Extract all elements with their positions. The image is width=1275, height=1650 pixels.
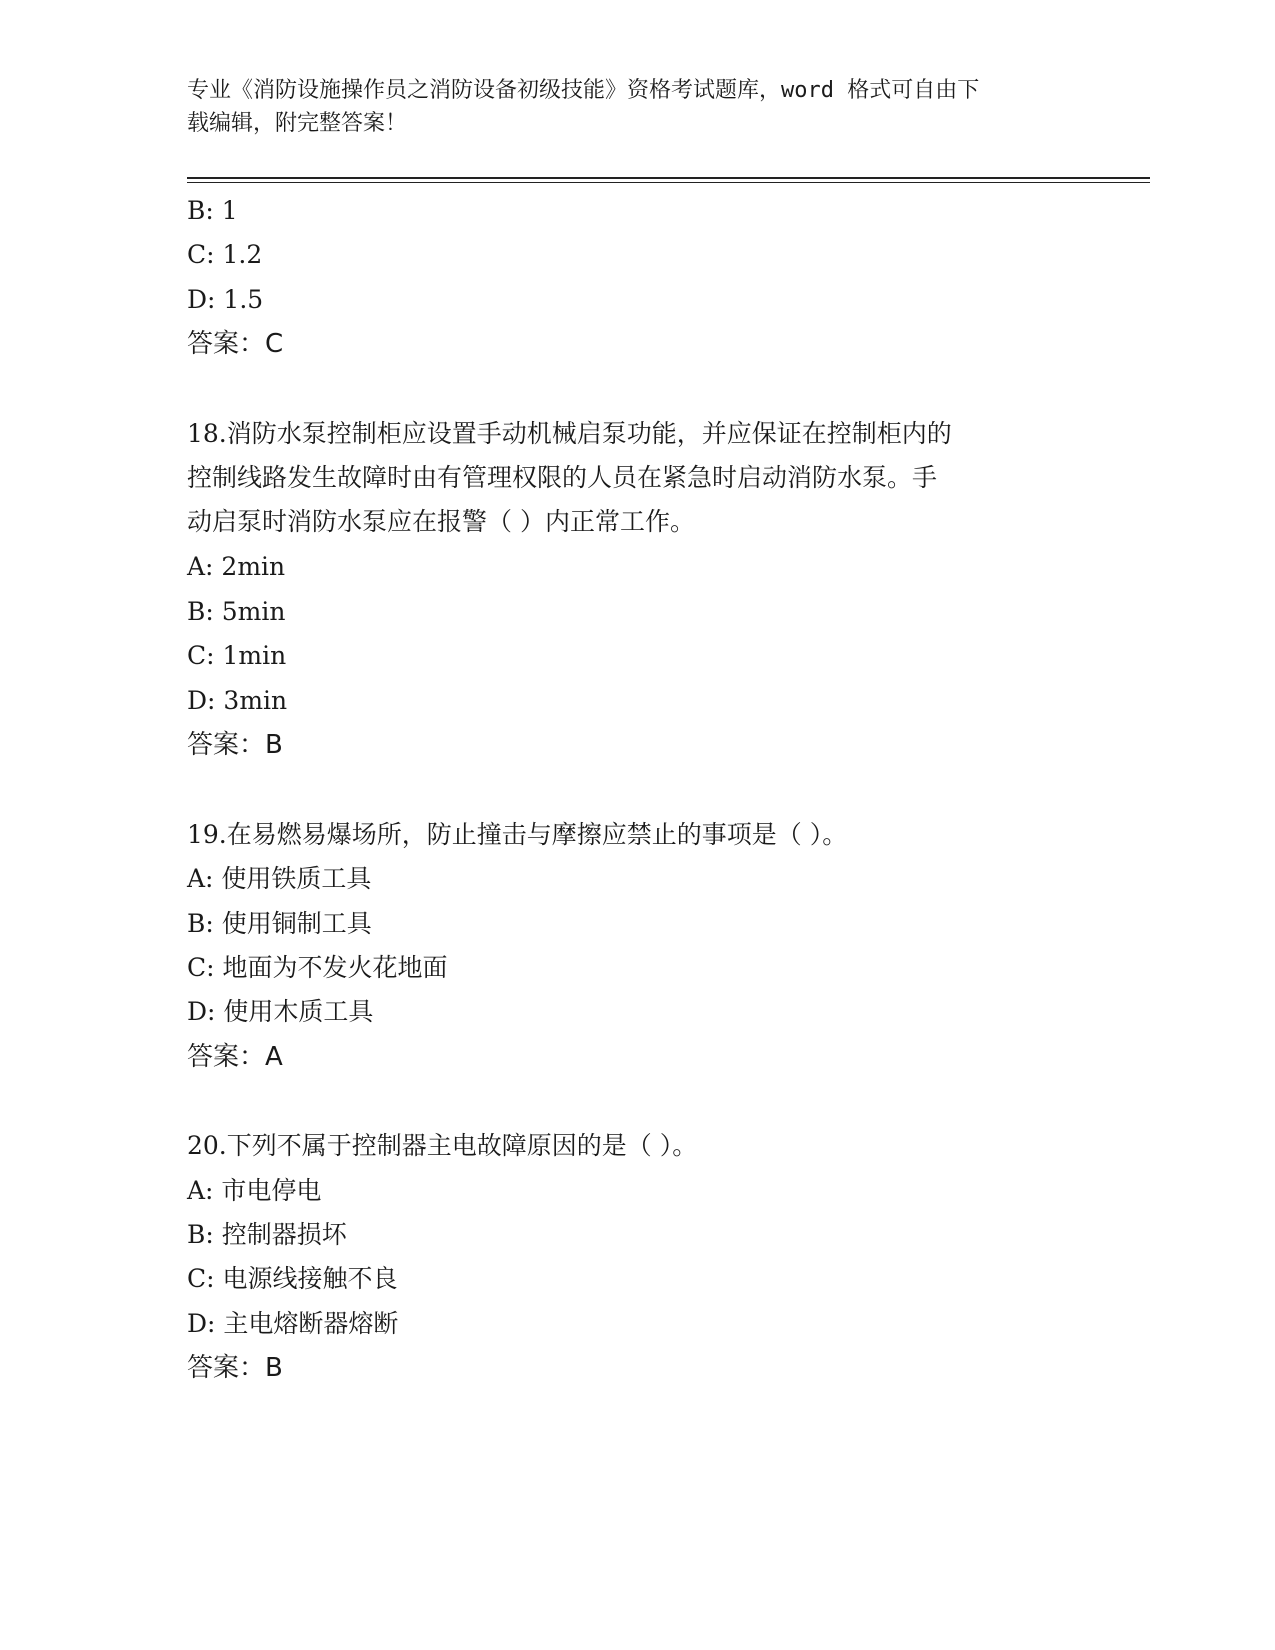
q19-stem-line-1: 19.在易燃易爆场所，防止撞击与摩擦应禁止的事项是（ ）。 [187,820,848,849]
q18-option-a: A: 2min [187,552,286,581]
q18-option-c: C: 1min [187,641,287,670]
q18-stem-line-3: 动启泵时消防水泵应在报警（ ）内正常工作。 [187,507,695,536]
q18-option-b: B: 5min [187,597,286,626]
q20-option-a: A: 市电停电 [187,1176,322,1205]
q19-option-c: C: 地面为不发火花地面 [187,953,448,982]
q19-option-b: B: 使用铜制工具 [187,909,372,938]
prev-option-c: C: 1.2 [187,240,263,269]
q19-option-a: A: 使用铁质工具 [187,864,372,893]
q19-option-d: D: 使用木质工具 [187,997,374,1026]
q20-stem-line-1: 20.下列不属于控制器主电故障原因的是（ ）。 [187,1131,698,1160]
header-rule-thick [187,177,1150,179]
q18-option-d: D: 3min [187,686,288,715]
header-rule-thin [187,182,1150,183]
q20-option-d: D: 主电熔断器熔断 [187,1309,399,1338]
header-line-2: 载编辑，附完整答案！ [187,111,408,136]
q20-option-c: C: 电源线接触不良 [187,1264,398,1293]
prev-answer: 答案：C [187,329,284,359]
prev-option-b: B: 1 [187,196,238,225]
header-line-1: 专业《消防设施操作员之消防设备初级技能》资格考试题库，word 格式可自由下 [187,78,980,103]
q18-answer: 答案：B [187,730,283,760]
q20-option-b: B: 控制器损坏 [187,1220,347,1249]
page-header [187,74,1067,140]
q18-stem-line-1: 18.消防水泵控制柜应设置手动机械启泵功能，并应保证在控制柜内的 [187,419,952,448]
prev-option-d: D: 1.5 [187,285,264,314]
q18-stem-line-2: 控制线路发生故障时由有管理权限的人员在紧急时启动消防水泵。手 [187,463,938,492]
q20-answer: 答案：B [187,1353,283,1383]
q19-answer: 答案：A [187,1042,283,1072]
